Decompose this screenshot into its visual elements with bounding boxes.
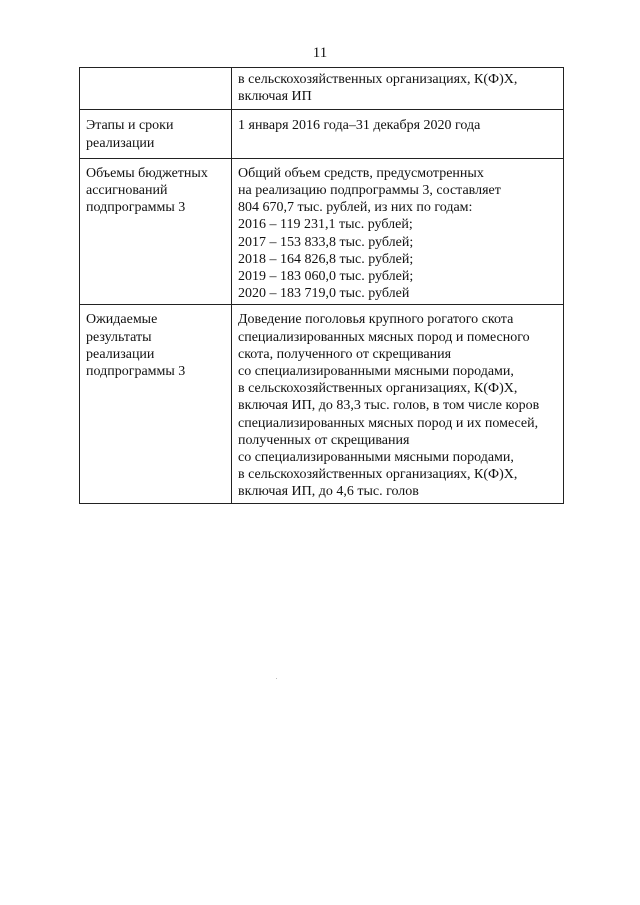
scan-artifact-dot [276, 678, 277, 679]
row-value: Доведение поголовья крупного рогатого скота специализированных мясных пород и помесного скота, полученного от скрещивания со специализированными мясными породами, в сельскохозяйственных организациях, К(Ф)Х, включая ИП, до 83,3 тыс. голов, в том числе коров специализированных мясных пород и их помесей, полученных от скрещивания со специализированными мясными породами, в сельскохозяйственных организациях, К(Ф)Х, включая ИП, до 4,6 тыс. голов [238, 312, 540, 500]
row-label-cell [80, 110, 232, 158]
row-label-cell [80, 158, 232, 305]
row-value-cell [232, 305, 564, 503]
row-value-cell [232, 68, 564, 110]
table-row-expected-results [80, 305, 564, 503]
row-value: 1 января 2016 года–31 декабря 2020 года [238, 118, 481, 134]
row-label: Ожидаемые результаты реализации подпрограммы 3 [86, 312, 186, 380]
row-value-cell [232, 110, 564, 158]
row-label-cell [80, 68, 232, 110]
subprogram-passport-table [79, 67, 564, 504]
row-value: Общий объем средств, предусмотренных на реализацию подпрограммы 3, составляет 804 670,7 тыс. рублей, из них по годам: 2016 – 119 231,1 тыс. рублей; 2017 – 153 833,8 тыс. рублей; 2018 – 164 826,8 тыс. рублей; 2019 – 183 060,0 тыс. рублей; 2020 – 183 719,0 тыс. рублей [238, 165, 501, 302]
row-label-cell [80, 305, 232, 503]
row-label: Этапы и сроки реализации [86, 118, 174, 151]
page-number: 11 [312, 45, 328, 61]
row-value-cell [232, 158, 564, 305]
table-row-stages [80, 110, 564, 158]
table-row-continuation [80, 68, 564, 110]
row-label: Объемы бюджетных ассигнований подпрограммы 3 [86, 165, 208, 216]
row-value: в сельскохозяйственных организациях, К(Ф)Х, включая ИП [238, 72, 518, 105]
table-row-budget [80, 158, 564, 305]
